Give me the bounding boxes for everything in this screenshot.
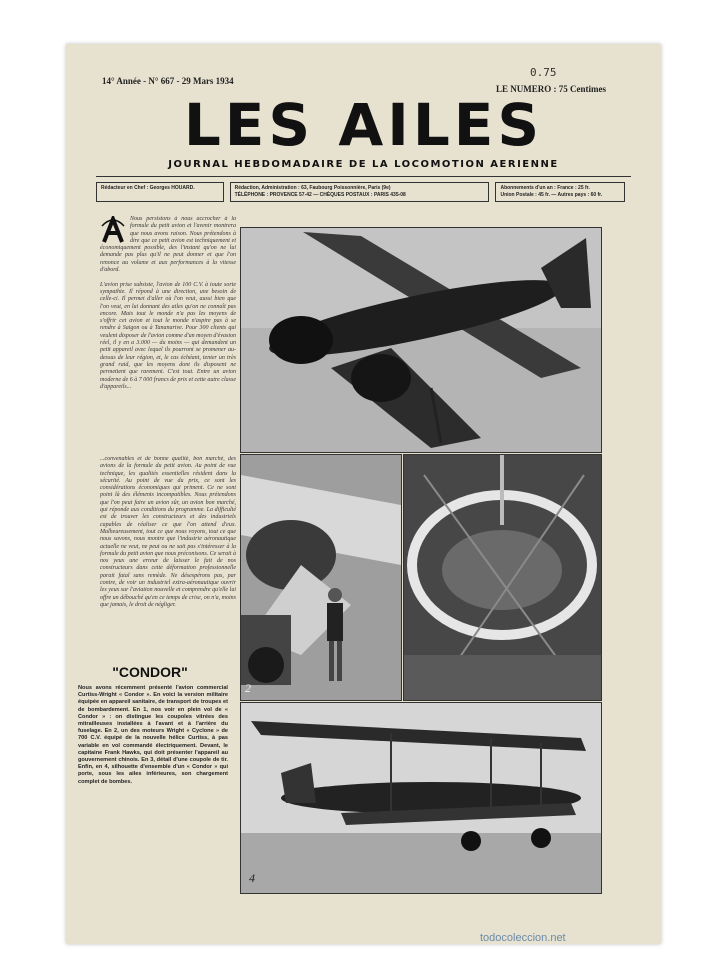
address-box xyxy=(230,182,490,202)
masthead-title: LES AILES xyxy=(183,91,544,159)
price-label: LE NUMERO : 75 Centimes xyxy=(496,84,606,94)
handwritten-price: 0.75 xyxy=(530,66,557,79)
newspaper-page xyxy=(66,44,661,944)
masthead-subtitle: JOURNAL HEBDOMADAIRE DE LA LOCOMOTION AERIENNE xyxy=(168,159,559,170)
photo-condor-on-ground xyxy=(240,702,602,894)
photo-number-2: 2 xyxy=(245,681,251,695)
subscription-box xyxy=(495,182,625,202)
watermark-text: todocoleccion.net xyxy=(480,932,566,944)
editor-box xyxy=(96,182,224,202)
condor-caption: Nous avons récemment présenté l'avion commercial Curtiss-Wright « Condor ». En voici la version militaire équipée en appareil sanitaire, de transport de troupes et de bombardement. En 1, nos voir en plein vol de « Condor » : on distingue les coupoles vitrées des mitrailleuses installées à l'avant et à l'arrière du fuselage. En 2, un des moteurs Wright « Cyclone » de 700 C.V. équipé de la nouvelle hélice Curtiss, à pas variable en vol commandé électriquement. Devant, le capitaine Frank Hawks, qui doit présenter l'appareil au gouvernement chinois. En 3, détail d'une coupole de tir. Enfin, en 4, silhouette d'ensemble d'un « Condor » qui porte, sous les ailes inférieures, son chargement complet de bombes. xyxy=(78,685,228,785)
subscription-text-2: Union Postale : 45 fr. — Autres pays : 60 fr. xyxy=(500,192,603,198)
issue-line: 14° Année - N° 667 - 29 Mars 1934 xyxy=(102,76,234,86)
photo-number-4: 4 xyxy=(249,871,255,885)
dropcap-a-icon xyxy=(100,216,126,244)
photo-condor-in-flight xyxy=(240,227,602,453)
header-rule xyxy=(96,176,631,177)
article-column-2 xyxy=(100,456,236,696)
article-col2-text: ...convenables et de bonne qualité, bon marché, des avions de la formule du petit avion. Au point de vue technique, les qualités essentielles résident dans la sécurité. Au point de vue du prix, ce sont les considérations économiques qui priment. Ce ne sont point là des éléments incompatibles. Nous prétendons que l'on peut faire un avion sûr, un avion bon marché, qui réponde aux conditions du programme. La difficulté est de trouver les constructeurs et des industriels capables de réaliser ce que l'on attend d'eux. Malheureusement, tout ce que nous voyons, tout ce que nous savons, nous montre que l'industrie aéronautique actuelle ne veut, ne peut ou ne sait pas s'intéresser à la formule du petit avion que nous préconisons. Ce serait à nos yeux une erreur de laisser le fait de nos constructeurs dans cette déformation professionnelle parait fatal sans remède. Ne désespérons pas, par contre, de voir un industriel extra-aéronautique ouvrir les yeux sur l'aviation nouvelle et comprendre qu'elle lui offre un débouché qu'en ce temps de crise, on n'a, moins que jamais, le droit de négliger. xyxy=(100,456,236,608)
phone-text: TÉLÉPHONE : PROVENCE 57-42 — CHÈQUES POSTAUX : PARIS 435-08 xyxy=(234,192,406,198)
info-boxes xyxy=(96,182,631,202)
article-col1-mid-text: L'avion prise subsiste, l'avion de 100 C.V. à toute sorte sympathie. Il répond à une direction, une besoin de celle-ci. Il permet d'aller où l'on veut, aussi bien que l'on veut, en lui donnant des ailes qu'on ne connaît pas encore. Mais tout le monde n'a pas les moyens de s'offrir cet avion et tout le monde n'aspire pas à se rendre à Saigon ou à Tananarive. Pour 300 clients qui veulent disposer de l'avion comme d'un moyen d'évasion réel, il y en a 3.000 — du moins — qui demandent un petit appareil avec lequel ils pourront se promener au-dessus de leur région, et, le cas échéant, tenter un très grand raid, que les moyens dont ils disposent ne permettent que rarement. C'est tout. Entre un avion moderne de 6 à 7 000 francs de prix et cette autre classe d'appareils... xyxy=(100,281,236,390)
biplane-flight-illustration xyxy=(241,228,601,452)
editor-text: Rédacteur en Chef : Georges HOUARD. xyxy=(101,185,195,191)
article-column-1 xyxy=(100,216,236,454)
biplane-ground-illustration xyxy=(241,703,601,893)
subscription-text: Abonnements d'un an : France : 25 fr. xyxy=(500,185,590,191)
photo-engine-and-pilot xyxy=(240,454,402,701)
address-text: Rédaction, Administration : 63, Faubourg Poissonnière, Paris (9e) xyxy=(234,185,391,191)
turret-illustration xyxy=(404,455,601,700)
engine-pilot-illustration xyxy=(241,455,401,700)
photo-gun-turret xyxy=(403,454,602,701)
condor-heading: "CONDOR" xyxy=(112,664,188,680)
article-col1-top-text: Nous persistons à nous accrocher à la formule du petit avion et l'avenir montrera que nous avons raison. Nous prétendons à dire que ce petit avion est techniquement et économiquement possible, des l'instant qu'on ne lui demande pas plus qu'il ne peut donner et que l'on renonce au volume et aux performances à la vitesse d'abord. xyxy=(100,216,236,274)
